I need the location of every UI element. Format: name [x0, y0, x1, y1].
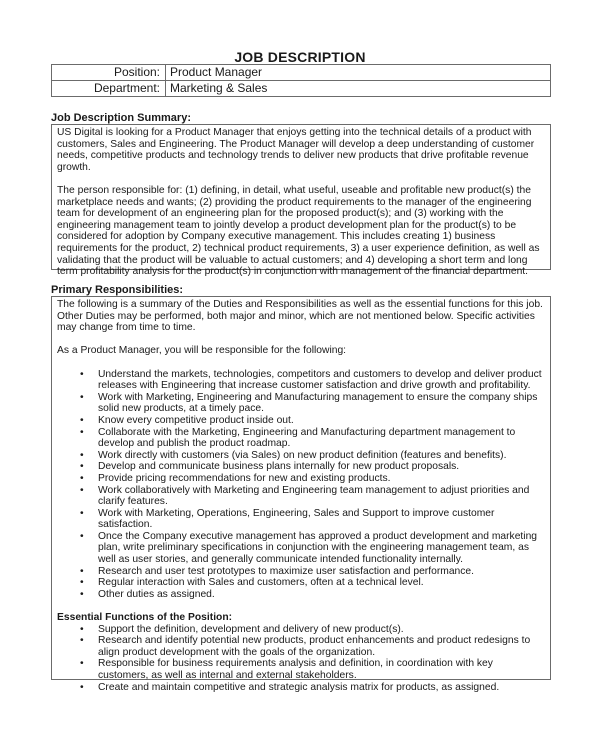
- bullet-icon: •: [80, 484, 84, 496]
- list-item-text: Work directly with customers (via Sales) on new product definition (features and benefits).: [98, 449, 507, 461]
- department-label: Department:: [52, 81, 166, 97]
- department-value: Marketing & Sales: [166, 81, 551, 97]
- position-label: Position:: [52, 65, 166, 81]
- list-item-text: Provide pricing recommendations for new and existing products.: [98, 472, 391, 484]
- essential-functions-heading: Essential Functions of the Position:: [57, 612, 233, 624]
- bullet-icon: •: [80, 681, 84, 693]
- list-item-text: Responsible for business requirements analysis and definition, in coordination with key customers, as well as internal and external stakeholders.: [98, 658, 493, 681]
- summary-paragraph-2: The person responsible for: (1) defining, in detail, what useful, useable and profitable new product(s) the marketplace needs and wants; (2) providing the product requirements to the manager of the engineering team for development of an engineering plan for the proposed product(s); and (3) working with the engineering management team to jointly develop a product development plan for the product(s) to be considered for adoption by Company executive management. This includes creating 1) business requirements for the product, 2) technical product requirements, 3) a user experience definition, as well as validating that the product will be valuable to actual customers; and 4) developing a short term and long term profitability analysis for the product(s) in conjunction with management of the financial department.: [57, 184, 540, 278]
- bullet-icon: •: [80, 623, 84, 635]
- bullet-icon: •: [80, 368, 84, 380]
- summary-heading: Job Description Summary:: [51, 112, 191, 124]
- bullet-icon: •: [80, 472, 84, 484]
- list-item: [57, 531, 546, 566]
- list-item: [57, 577, 546, 589]
- list-item-text: Create and maintain competitive and strategic analysis matrix for products, as assigned.: [98, 681, 500, 693]
- list-item: [57, 415, 546, 427]
- list-item-text: Support the definition, development and delivery of new product(s).: [98, 623, 404, 635]
- list-item-text: Develop and communicate business plans internally for new product proposals.: [98, 461, 460, 473]
- document-title: JOB DESCRIPTION: [234, 49, 366, 65]
- responsibilities-list: [57, 369, 546, 601]
- list-item-text: Research and user test prototypes to maximize user satisfaction and performance.: [98, 565, 475, 577]
- list-item-text: Understand the markets, technologies, competitors and customers to develop and deliver product releases with Engineering that increase customer satisfaction and drive growth and profitability.: [98, 368, 542, 392]
- department-row: [52, 81, 551, 97]
- responsibilities-intro: The following is a summary of the Duties and Responsibilities as well as the essential functions for this job. Other Duties may be performed, both major and minor, which are not mentioned below. Specific activities may change from time to time.: [57, 299, 543, 334]
- position-info-table: [51, 64, 551, 97]
- list-item: [57, 392, 546, 415]
- list-item-text: Work with Marketing, Engineering and Manufacturing management to ensure the company ships solid new products, at a timely pace.: [98, 391, 538, 415]
- bullet-icon: •: [80, 530, 84, 542]
- list-item: [57, 589, 546, 601]
- responsibilities-lead: As a Product Manager, you will be responsible for the following:: [57, 345, 347, 357]
- list-item: [57, 508, 546, 531]
- bullet-icon: •: [80, 449, 84, 461]
- list-item: [57, 624, 546, 636]
- list-item-text: Research and identify potential new products, product enhancements and product redesigns to align product development with the goals of the organization.: [98, 635, 531, 658]
- bullet-icon: •: [80, 507, 84, 519]
- bullet-icon: •: [80, 426, 84, 438]
- list-item: [57, 450, 546, 462]
- list-item-text: Work with Marketing, Operations, Engineering, Sales and Support to improve customer satisfaction.: [98, 507, 495, 531]
- list-item: [57, 566, 546, 578]
- bullet-icon: •: [80, 461, 84, 473]
- summary-paragraph-1: US Digital is looking for a Product Manager that enjoys getting into the technical details of a product with customers, Sales and Engineering. The Product Manager will develop a deep understanding of customer needs, competitive products and technology trends to deliver new products that drive profitable revenue growth.: [57, 127, 535, 173]
- bullet-icon: •: [80, 588, 84, 600]
- bullet-icon: •: [80, 577, 84, 589]
- list-item: [57, 461, 546, 473]
- list-item: [57, 427, 546, 450]
- position-value: Product Manager: [166, 65, 551, 81]
- list-item-text: Regular interaction with Sales and customers, often at a technical level.: [98, 577, 424, 589]
- list-item: [57, 369, 546, 392]
- list-item: [57, 682, 546, 694]
- responsibilities-heading: Primary Responsibilities:: [51, 284, 184, 296]
- list-item: [57, 635, 546, 658]
- bullet-icon: •: [80, 391, 84, 403]
- bullet-icon: •: [80, 565, 84, 577]
- list-item-text: Once the Company executive management has approved a product development and marketing plan, write preliminary specifications in conjunction with the engineering management team, as well as user stories, and generally communicate intended functionality internally.: [98, 530, 538, 566]
- list-item: [57, 473, 546, 485]
- list-item-text: Work collaboratively with Marketing and Engineering team management to adjust priorities and clarify features.: [98, 484, 530, 508]
- position-row: [52, 65, 551, 81]
- bullet-icon: •: [80, 658, 84, 670]
- list-item-text: Collaborate with the Marketing, Engineering and Manufacturing department management to develop and publish the product roadmap.: [98, 426, 516, 450]
- summary-box: [51, 124, 551, 278]
- list-item: [57, 658, 546, 681]
- essential-functions-list: [57, 624, 546, 694]
- bullet-icon: •: [80, 635, 84, 647]
- list-item: [57, 485, 546, 508]
- responsibilities-box: [51, 296, 551, 693]
- bullet-icon: •: [80, 414, 84, 426]
- list-item-text: Know every competitive product inside out.: [98, 414, 294, 426]
- list-item-text: Other duties as assigned.: [98, 588, 215, 600]
